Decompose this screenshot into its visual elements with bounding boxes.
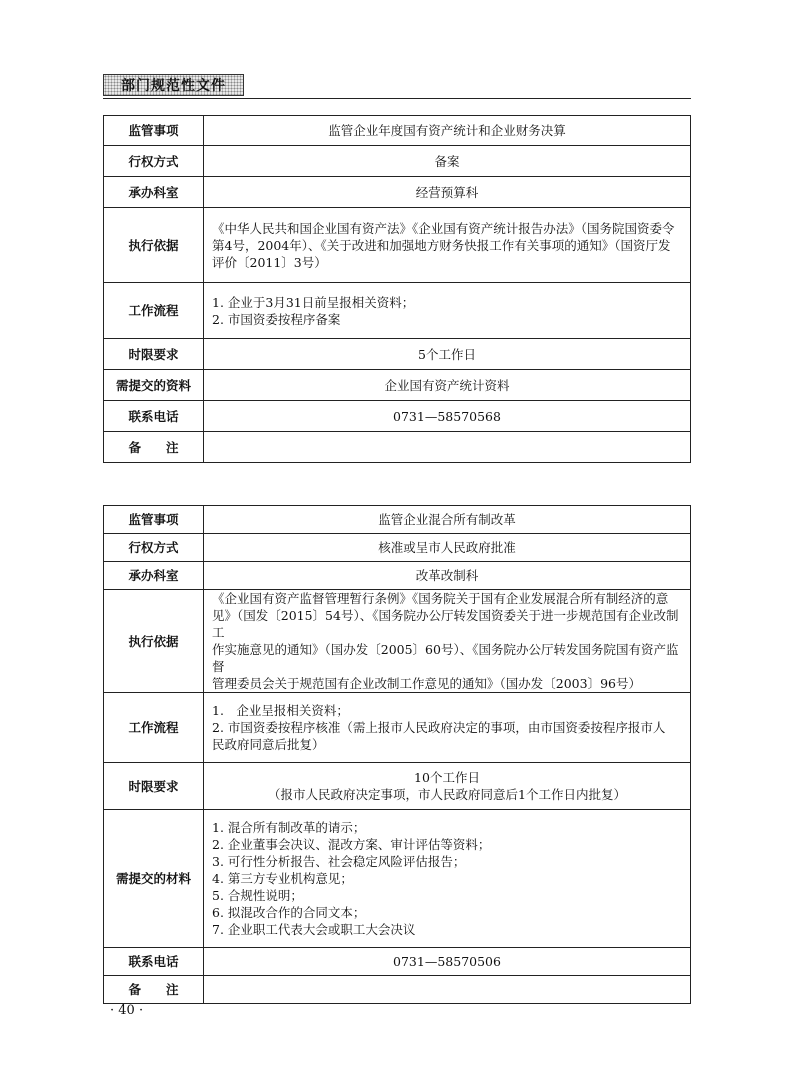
row-label: 联系电话 <box>104 948 204 976</box>
row-value: 5个工作日 <box>204 339 691 370</box>
row-label: 执行依据 <box>104 208 204 283</box>
row-label: 需提交的资料 <box>104 370 204 401</box>
table-row <box>104 208 691 283</box>
table-mixed-ownership-reform <box>103 505 691 1004</box>
row-value: 10个工作日 （报市人民政府决定事项，市人民政府同意后1个工作日内批复） <box>204 763 691 810</box>
table-row <box>104 116 691 146</box>
row-label: 承办科室 <box>104 177 204 208</box>
header-rule <box>103 98 691 99</box>
row-label: 行权方式 <box>104 534 204 562</box>
table-row <box>104 339 691 370</box>
table-row <box>104 763 691 810</box>
row-value: 企业国有资产统计资料 <box>204 370 691 401</box>
row-value: 监管企业年度国有资产统计和企业财务决算 <box>204 116 691 146</box>
table-row <box>104 810 691 948</box>
row-label: 行权方式 <box>104 146 204 177</box>
row-label: 承办科室 <box>104 562 204 590</box>
row-label: 备 注 <box>104 976 204 1004</box>
row-value: 核准或呈市人民政府批准 <box>204 534 691 562</box>
row-label: 时限要求 <box>104 339 204 370</box>
row-label: 备 注 <box>104 432 204 463</box>
row-label: 时限要求 <box>104 763 204 810</box>
table-row <box>104 534 691 562</box>
table-row <box>104 401 691 432</box>
table-row <box>104 283 691 339</box>
row-label: 工作流程 <box>104 693 204 763</box>
table-row <box>104 432 691 463</box>
table-row <box>104 590 691 693</box>
row-label: 执行依据 <box>104 590 204 693</box>
row-value: 《企业国有资产监督管理暂行条例》《国务院关于国有企业发展混合所有制经济的意 见》（国发〔2015〕54号）、《国务院办公厅转发国资委关于进一步规范国有企业改制工 作实施意见的通知》（国办发〔2005〕60号）、《国务院办公厅转发国务院国有资产监督 管理委员会关于规范国有企业改制工作意见的通知》（国办发〔2003〕96号） <box>204 590 691 693</box>
page-number: · 40 · <box>110 1003 144 1018</box>
row-value: 备案 <box>204 146 691 177</box>
row-label: 监管事项 <box>104 116 204 146</box>
table-row <box>104 562 691 590</box>
row-value: 1. 企业呈报相关资料； 2. 市国资委按程序核准（需上报市人民政府决定的事项，由市国资委按程序报市人 民政府同意后批复） <box>204 693 691 763</box>
table-row <box>104 948 691 976</box>
row-value: 1. 混合所有制改革的请示； 2. 企业董事会决议、混改方案、审计评估等资料； 3. 可行性分析报告、社会稳定风险评估报告； 4. 第三方专业机构意见； 5. 合规性说明； 6. 拟混改合作的合同文本； 7. 企业职工代表大会或职工大会决议 <box>204 810 691 948</box>
row-label: 监管事项 <box>104 506 204 534</box>
row-value: 经营预算科 <box>204 177 691 208</box>
table-row <box>104 370 691 401</box>
row-value: 0731—58570506 <box>204 948 691 976</box>
row-value: 0731—58570568 <box>204 401 691 432</box>
row-label: 需提交的材料 <box>104 810 204 948</box>
row-label: 联系电话 <box>104 401 204 432</box>
table-row <box>104 976 691 1004</box>
section-tag: 部门规范性文件 <box>103 74 244 96</box>
table-supervision-statistics <box>103 115 691 463</box>
row-value: 《中华人民共和国企业国有资产法》《企业国有资产统计报告办法》（国务院国资委令 第4号，2004年）、《关于改进和加强地方财务快报工作有关事项的通知》（国资厅发 评价〔2011〕3号） <box>204 208 691 283</box>
row-label: 工作流程 <box>104 283 204 339</box>
table-row <box>104 693 691 763</box>
row-value <box>204 432 691 463</box>
table-row <box>104 146 691 177</box>
row-value <box>204 976 691 1004</box>
table-row <box>104 177 691 208</box>
row-value: 监管企业混合所有制改革 <box>204 506 691 534</box>
row-value: 改革改制科 <box>204 562 691 590</box>
table-row <box>104 506 691 534</box>
row-value: 1. 企业于3月31日前呈报相关资料； 2. 市国资委按程序备案 <box>204 283 691 339</box>
